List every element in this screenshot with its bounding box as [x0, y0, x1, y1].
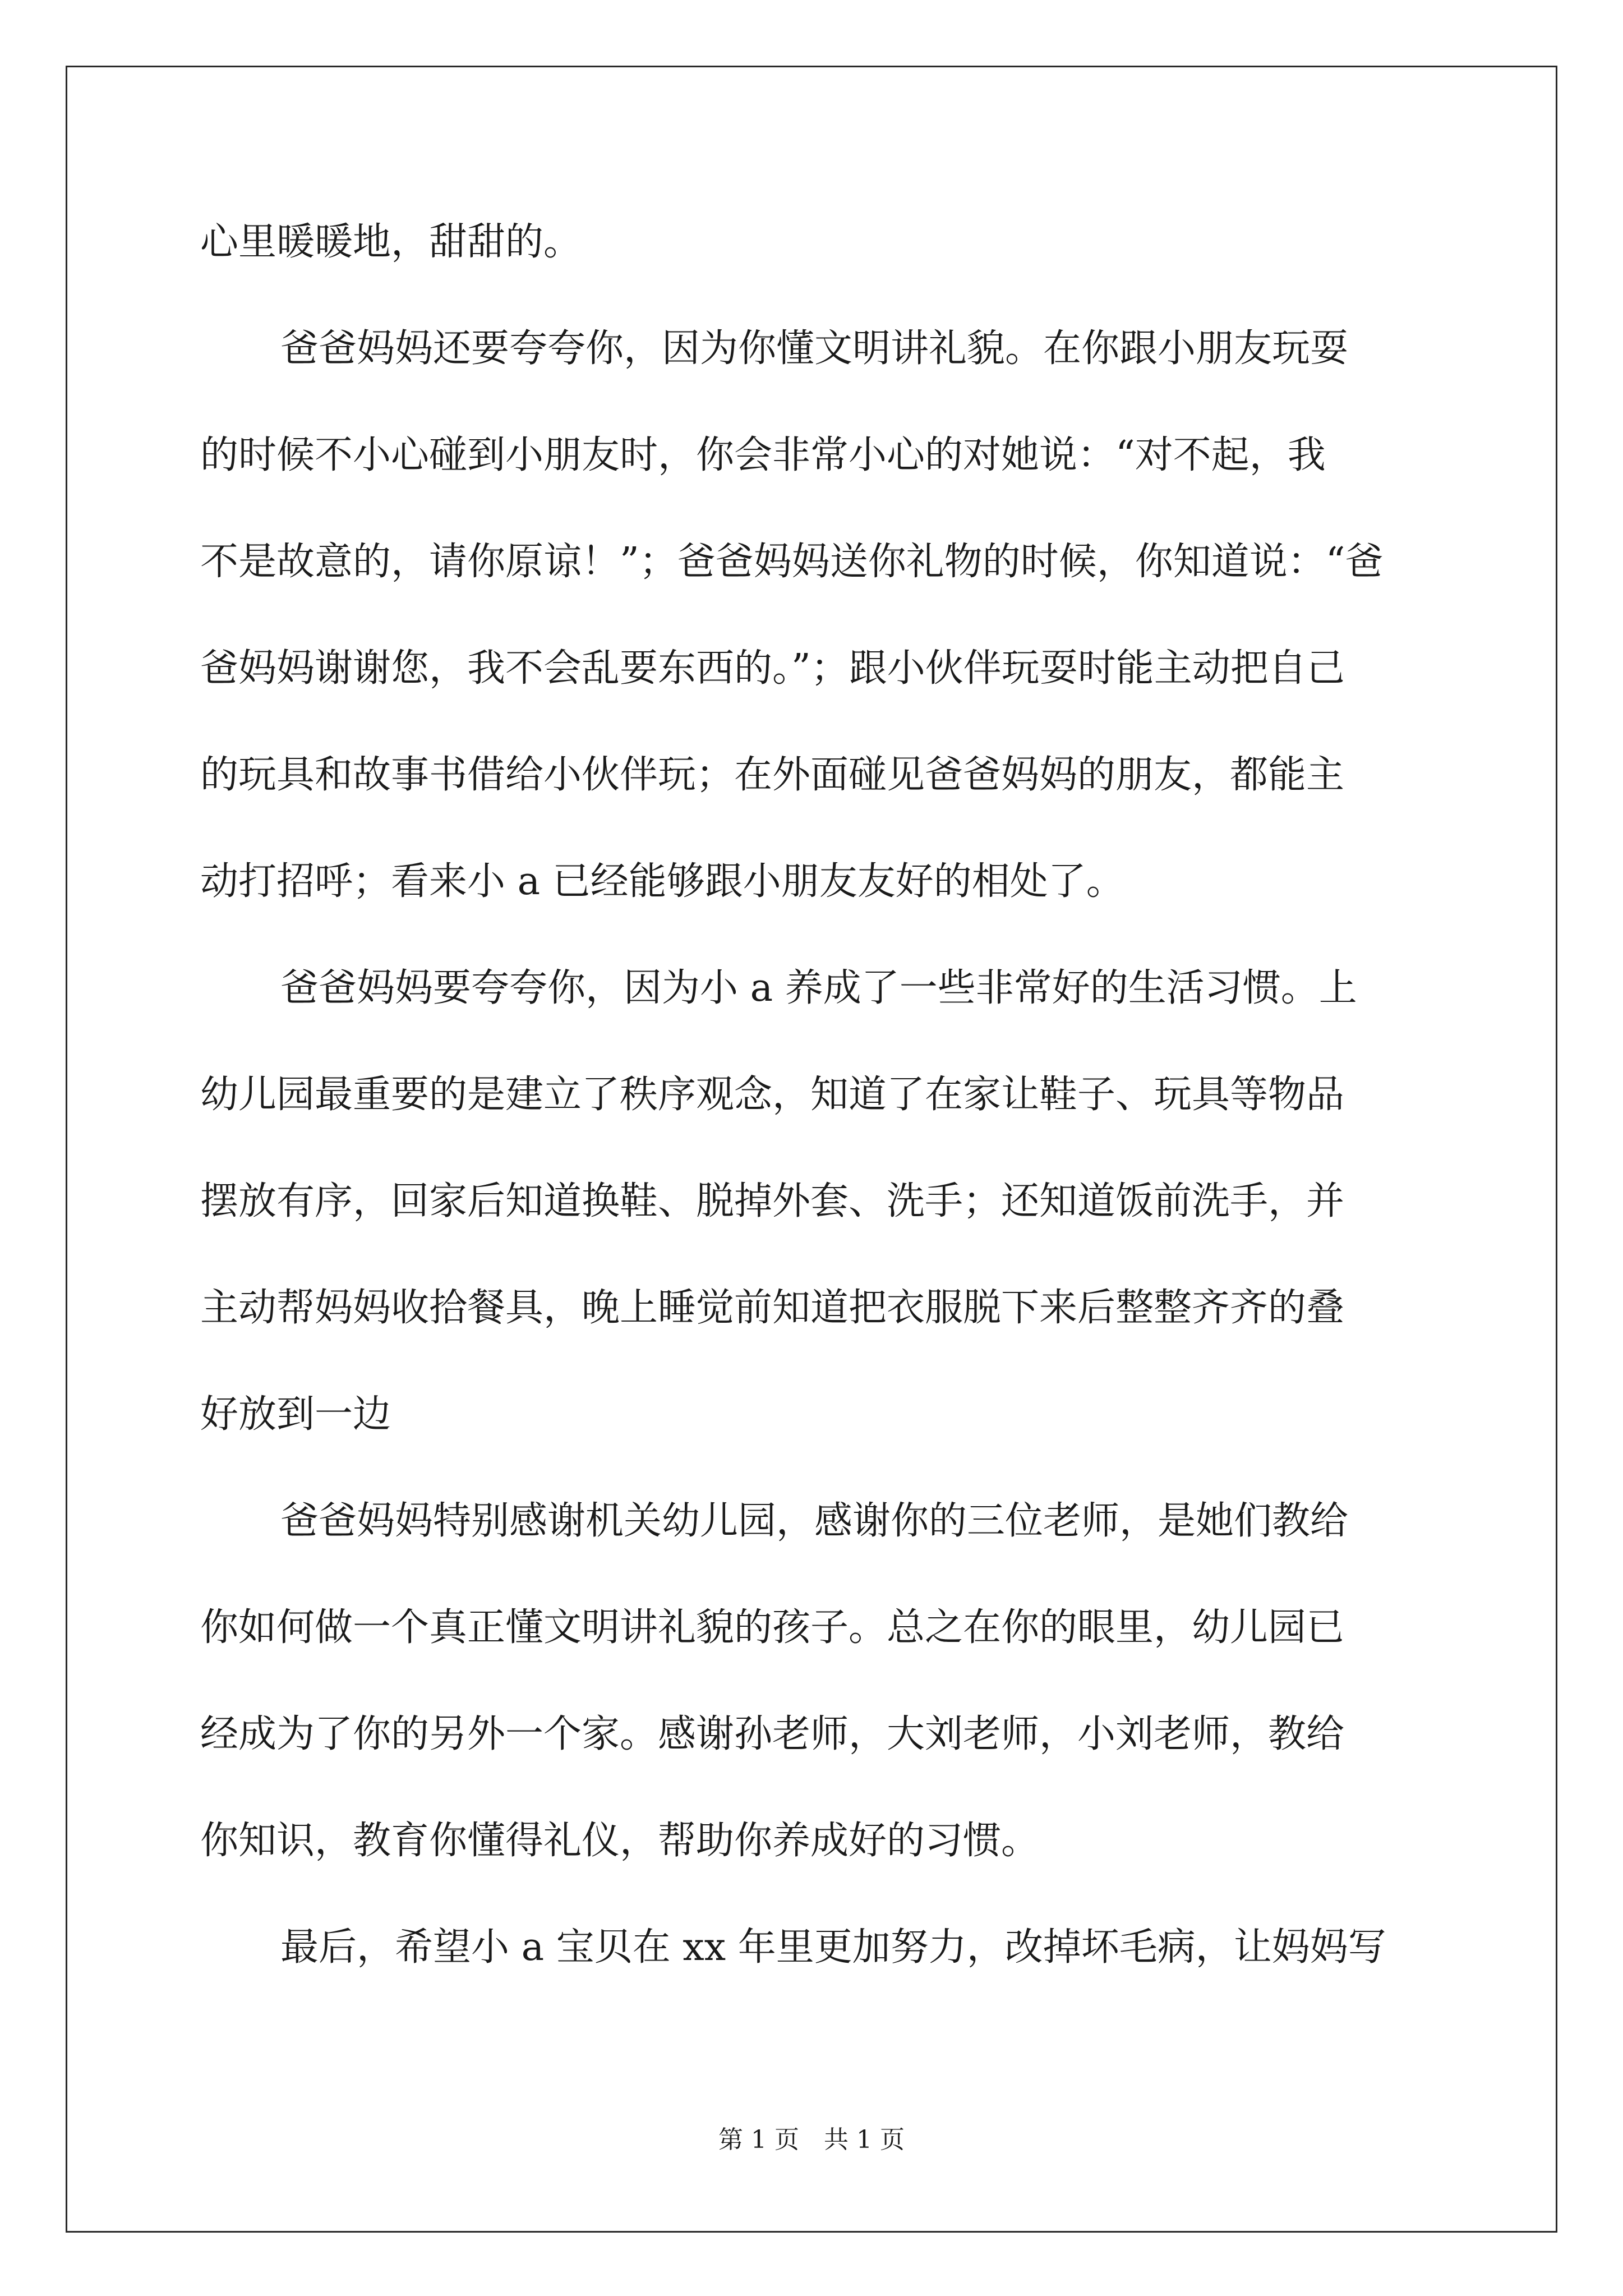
text-line: 不是故意的，请你原谅！”；爸爸妈妈送你礼物的时候，你知道说：“爸: [200, 540, 1384, 584]
paragraph-first-line: 爸爸妈妈还要夸夸你，因为你懂文明讲礼貌。在你跟小朋友玩耍: [280, 326, 1349, 371]
paragraph-first-line: 爸爸妈妈要夸夸你，因为小 a 养成了一些非常好的生活习惯。上: [280, 966, 1357, 1010]
text-line: 动打招呼；看来小 a 已经能够跟小朋友友好的相处了。: [200, 859, 1124, 904]
text-line: 的玩具和故事书借给小伙伴玩；在外面碰见爸爸妈妈的朋友，都能主: [200, 753, 1345, 797]
text-line: 心里暖暖地，甜甜的。: [200, 220, 582, 264]
paragraph-first-line: 最后，希望小 a 宝贝在 xx 年里更加努力，改掉坏毛病，让妈妈写: [280, 1925, 1386, 1970]
text-line: 幼儿园最重要的是建立了秩序观念，知道了在家让鞋子、玩具等物品: [200, 1073, 1345, 1117]
paragraph-first-line: 爸爸妈妈特别感谢机关幼儿园，感谢你的三位老师，是她们教给: [280, 1499, 1349, 1543]
text-line: 好放到一边: [200, 1392, 391, 1437]
page-border: [66, 66, 1557, 2233]
text-line: 主动帮妈妈收拾餐具，晚上睡觉前知道把衣服脱下来后整整齐齐的叠: [200, 1286, 1345, 1330]
text-line: 你知识，教育你懂得礼仪，帮助你养成好的习惯。: [200, 1819, 1040, 1863]
page-number-footer: 第 1 页 共 1 页: [718, 2125, 905, 2154]
text-line: 你如何做一个真正懂文明讲礼貌的孩子。总之在你的眼里，幼儿园已: [200, 1605, 1345, 1650]
text-line: 的时候不小心碰到小朋友时，你会非常小心的对她说：“对不起，我: [200, 433, 1326, 477]
text-line: 摆放有序，回家后知道换鞋、脱掉外套、洗手；还知道饭前洗手，并: [200, 1179, 1345, 1223]
text-line: 爸妈妈谢谢您，我不会乱要东西的。”；跟小伙伴玩耍时能主动把自己: [200, 646, 1345, 691]
text-line: 经成为了你的另外一个家。感谢孙老师，大刘老师，小刘老师，教给: [200, 1712, 1345, 1756]
